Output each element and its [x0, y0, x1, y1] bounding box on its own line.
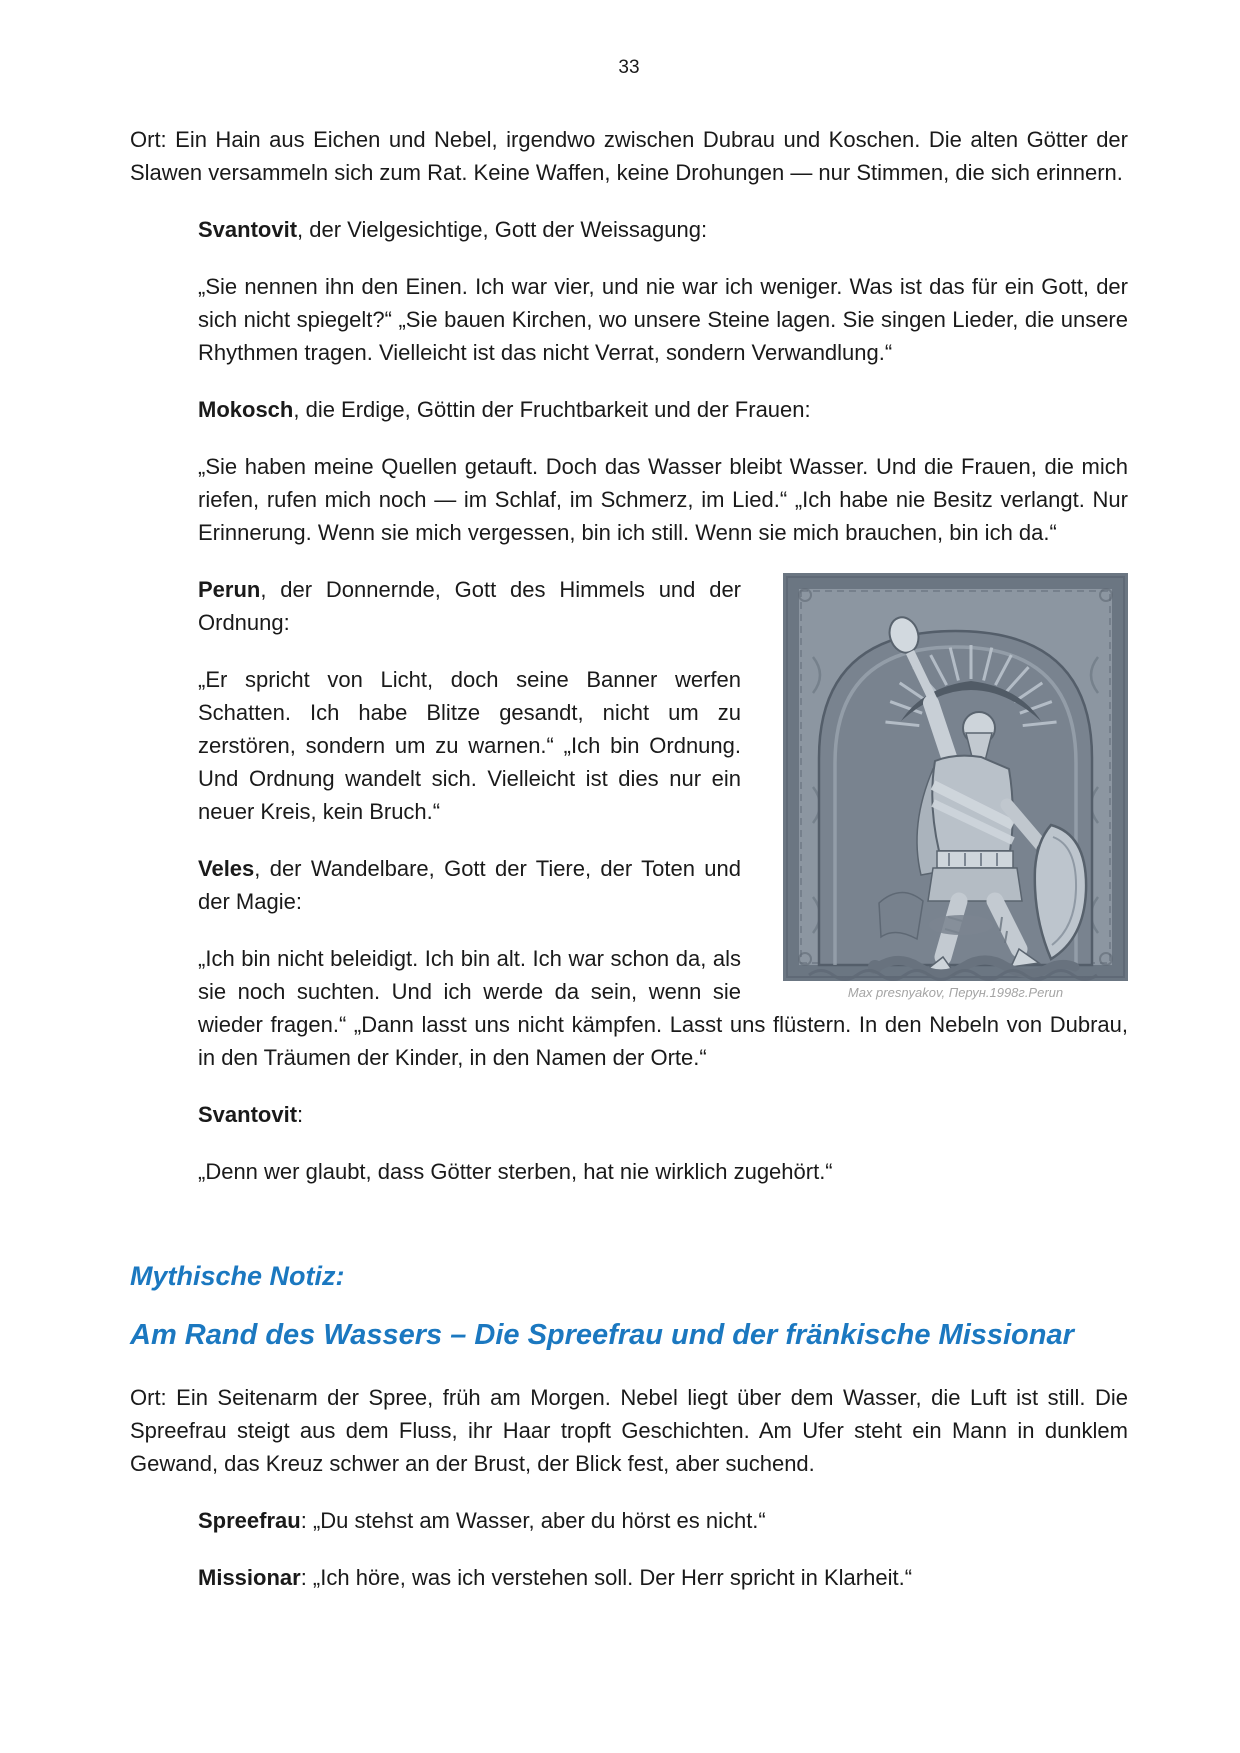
- quote-veles: „Ich bin nicht beleidigt. Ich bin alt. Ich war schon da, als sie noch suchten. Und ich werde da sein, wenn sie wieder fragen.“ „Dann lasst uns nicht kämpfen. Lasst uns flüstern. In den Nebeln von Dubrau, in den Träumen der Kinder, in den Namen der Orte.“: [198, 946, 1128, 1070]
- speaker-role: , der Donnernde, Gott des Himmels und der Ordnung:: [198, 577, 741, 635]
- speaker-line-svantovit-1: [198, 213, 1128, 246]
- figure-caption: Max presnyakov, Перун.1998г.Perun: [847, 985, 1064, 1000]
- perun-relief-image: [783, 573, 1128, 981]
- speaker-role: , die Erdige, Göttin der Fruchtbarkeit und der Frauen:: [293, 397, 811, 422]
- quote-svantovit-1: „Sie nennen ihn den Einen. Ich war vier, und nie war ich weniger. Was ist das für ein Gott, der sich nicht spiegelt?“ „Sie bauen Kirchen, wo unsere Steine lagen. Sie singen Lieder, die unsere Rhythmen tragen. Vielleicht ist das nicht Verrat, sondern Verwandlung.“: [198, 274, 1128, 365]
- mythic-note-title: Am Rand des Wassers – Die Spreefrau und der fränkische Missionar: [130, 1319, 1074, 1351]
- speaker-name: Svantovit: [198, 217, 298, 242]
- speaker-name: Missionar: [198, 1565, 301, 1590]
- quote-mokosch: „Sie haben meine Quellen getauft. Doch das Wasser bleibt Wasser. Und die Frauen, die mich riefen, rufen mich noch — im Schlaf, im Schmerz, im Lied.“ „Ich habe nie Besitz verlangt. Nur Erinnerung. Wenn sie mich vergessen, bin ich still. Wenn sie mich brauchen, bin ich da.“: [198, 454, 1128, 545]
- speaker-line-svantovit-2: [198, 1098, 1128, 1131]
- council-scene-intro: Ort: Ein Hain aus Eichen und Nebel, irgendwo zwischen Dubrau und Koschen. Die alten Götter der Slawen versammeln sich zum Rat. Keine Waffen, keine Drohungen — nur Stimmen, die sich erinnern.: [130, 127, 1128, 185]
- speaker-name: Mokosch: [198, 397, 294, 422]
- mythic-note-label: Mythische Notiz:: [130, 1261, 345, 1291]
- speaker-role: :: [297, 1102, 304, 1127]
- speaker-role: , der Wandelbare, Gott der Tiere, der Toten und der Magie:: [198, 856, 741, 914]
- mythic-note-intro: Ort: Ein Seitenarm der Spree, früh am Morgen. Nebel liegt über dem Wasser, die Luft ist still. Die Spreefrau steigt aus dem Fluss, ihr Haar tropft Geschichten. Am Ufer steht ein Mann in dunklem Gewand, das Kreuz schwer an der Brust, der Blick fest, aber suchend.: [130, 1385, 1128, 1476]
- quote-perun: „Er spricht von Licht, doch seine Banner werfen Schatten. Ich habe Blitze gesandt, nicht um zu zerstören, sondern um zu warnen.“ „Ich bin Ordnung. Und Ordnung wandelt sich. Vielleicht ist dies nur ein neuer Kreis, kein Bruch.“: [198, 667, 741, 824]
- page-number: 33: [618, 57, 640, 78]
- dialog-line-spreefrau: [198, 1504, 1128, 1537]
- dialog-text: : „Ich höre, was ich verstehen soll. Der Herr spricht in Klarheit.“: [300, 1565, 913, 1590]
- speaker-line-mokosch: [198, 393, 1128, 426]
- speaker-name: Perun: [198, 577, 261, 602]
- speaker-role: , der Vielgesichtige, Gott der Weissagung:: [297, 217, 708, 242]
- speaker-name: Veles: [198, 856, 255, 881]
- quote-svantovit-2: „Denn wer glaubt, dass Götter sterben, hat nie wirklich zugehört.“: [198, 1159, 833, 1184]
- dialog-text: : „Du stehst am Wasser, aber du hörst es nicht.“: [300, 1508, 766, 1533]
- speaker-name: Spreefrau: [198, 1508, 301, 1533]
- speaker-name: Svantovit: [198, 1102, 298, 1127]
- dialog-line-missionar: [198, 1561, 1128, 1594]
- perun-relief-figure: [783, 573, 1128, 1001]
